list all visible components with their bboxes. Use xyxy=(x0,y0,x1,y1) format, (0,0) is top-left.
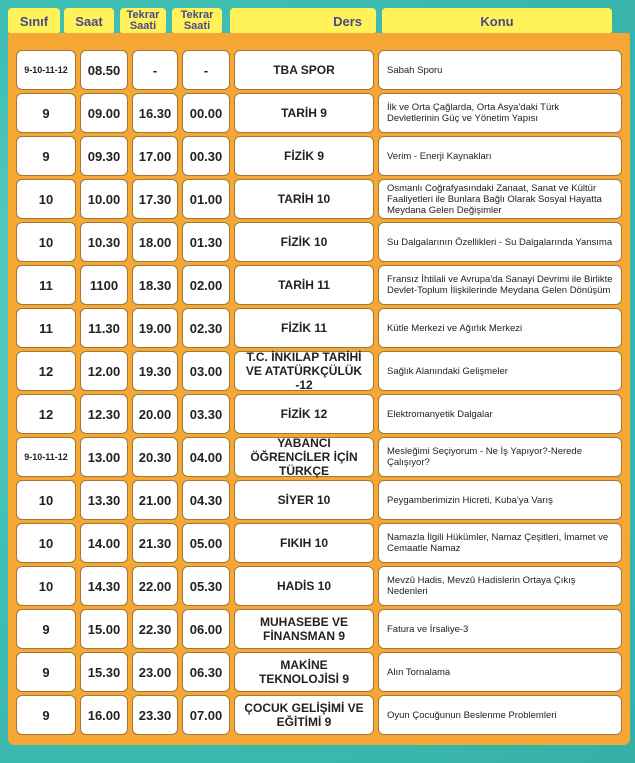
class-cell: 10 xyxy=(16,222,76,262)
course-cell: MUHASEBE VE FİNANSMAN 9 xyxy=(234,609,374,649)
repeat-time-cell: 18.30 xyxy=(132,265,178,305)
night-repeat-time-cell: 04.30 xyxy=(182,480,230,520)
class-cell: 12 xyxy=(16,351,76,391)
class-cell: 11 xyxy=(16,308,76,348)
course-cell: HADİS 10 xyxy=(234,566,374,606)
class-cell: 10 xyxy=(16,179,76,219)
course-cell: TARİH 11 xyxy=(234,265,374,305)
table-row xyxy=(8,652,630,692)
class-cell: 11 xyxy=(16,265,76,305)
topic-cell: Su Dalgalarının Özellikleri - Su Dalgalarında Yansıma xyxy=(378,222,622,262)
night-repeat-time-cell: 04.00 xyxy=(182,437,230,477)
night-repeat-time-cell: 02.30 xyxy=(182,308,230,348)
time-cell: 15.00 xyxy=(80,609,128,649)
course-cell: FİZİK 12 xyxy=(234,394,374,434)
course-cell: FIKIH 10 xyxy=(234,523,374,563)
repeat-time-cell: 19.30 xyxy=(132,351,178,391)
table-header xyxy=(0,0,635,42)
night-repeat-time-cell: 05.30 xyxy=(182,566,230,606)
time-cell: 13.30 xyxy=(80,480,128,520)
table-row xyxy=(8,50,630,90)
night-repeat-time-cell: 07.00 xyxy=(182,695,230,735)
course-cell: SİYER 10 xyxy=(234,480,374,520)
table-row xyxy=(8,566,630,606)
header-ders: Ders xyxy=(230,8,376,34)
topic-cell: Osmanlı Coğrafyasındaki Zanaat, Sanat ve Kültür Faaliyetleri ile Bunlara Bağlı Olarak Sosyal Hayatta Meydana Gelen Değişimler xyxy=(378,179,622,219)
header-divider xyxy=(8,33,630,40)
class-cell: 9 xyxy=(16,609,76,649)
header-tekrar-saati-2: Tekrar Saati xyxy=(172,8,222,34)
time-cell: 14.30 xyxy=(80,566,128,606)
header-saat: Saat xyxy=(64,8,114,34)
table-row xyxy=(8,394,630,434)
course-cell: FİZİK 9 xyxy=(234,136,374,176)
repeat-time-cell: 21.00 xyxy=(132,480,178,520)
topic-cell: Elektromanyetik Dalgalar xyxy=(378,394,622,434)
course-cell: T.C. İNKILAP TARİHİ VE ATATÜRKÇÜLÜK -12 xyxy=(234,351,374,391)
time-cell: 08.50 xyxy=(80,50,128,90)
class-cell: 9-10-11-12 xyxy=(16,437,76,477)
class-cell: 10 xyxy=(16,523,76,563)
table-row xyxy=(8,93,630,133)
topic-cell: Oyun Çocuğunun Beslenme Problemleri xyxy=(378,695,622,735)
night-repeat-time-cell: 06.00 xyxy=(182,609,230,649)
night-repeat-time-cell: 00.30 xyxy=(182,136,230,176)
topic-cell: Mesleğimi Seçiyorum - Ne İş Yapıyor?-Nerede Çalışıyor? xyxy=(378,437,622,477)
topic-cell: Peygamberimizin Hicreti, Kuba'ya Varış xyxy=(378,480,622,520)
header-konu: Konu xyxy=(382,8,612,34)
course-cell: YABANCI ÖĞRENCİLER İÇİN TÜRKÇE xyxy=(234,437,374,477)
course-cell: TARİH 9 xyxy=(234,93,374,133)
table-row xyxy=(8,136,630,176)
night-repeat-time-cell: 03.00 xyxy=(182,351,230,391)
table-row xyxy=(8,308,630,348)
repeat-time-cell: - xyxy=(132,50,178,90)
topic-cell: Mevzû Hadis, Mevzû Hadislerin Ortaya Çıkış Nedenleri xyxy=(378,566,622,606)
topic-cell: Fatura ve İrsaliye-3 xyxy=(378,609,622,649)
repeat-time-cell: 20.00 xyxy=(132,394,178,434)
table-row xyxy=(8,222,630,262)
class-cell: 10 xyxy=(16,480,76,520)
table-row xyxy=(8,351,630,391)
time-cell: 13.00 xyxy=(80,437,128,477)
time-cell: 14.00 xyxy=(80,523,128,563)
repeat-time-cell: 23.00 xyxy=(132,652,178,692)
repeat-time-cell: 18.00 xyxy=(132,222,178,262)
night-repeat-time-cell: 03.30 xyxy=(182,394,230,434)
night-repeat-time-cell: 05.00 xyxy=(182,523,230,563)
topic-cell: Alın Tornalama xyxy=(378,652,622,692)
class-cell: 9 xyxy=(16,695,76,735)
time-cell: 10.00 xyxy=(80,179,128,219)
course-cell: TARİH 10 xyxy=(234,179,374,219)
table-row xyxy=(8,437,630,477)
time-cell: 15.30 xyxy=(80,652,128,692)
class-cell: 9 xyxy=(16,93,76,133)
table-row xyxy=(8,480,630,520)
time-cell: 16.00 xyxy=(80,695,128,735)
class-cell: 9-10-11-12 xyxy=(16,50,76,90)
time-cell: 12.30 xyxy=(80,394,128,434)
topic-cell: Kütle Merkezi ve Ağırlık Merkezi xyxy=(378,308,622,348)
course-cell: FİZİK 11 xyxy=(234,308,374,348)
course-cell: MAKİNE TEKNOLOJİSİ 9 xyxy=(234,652,374,692)
repeat-time-cell: 17.00 xyxy=(132,136,178,176)
table-row xyxy=(8,179,630,219)
table-row xyxy=(8,523,630,563)
time-cell: 09.30 xyxy=(80,136,128,176)
time-cell: 11.30 xyxy=(80,308,128,348)
night-repeat-time-cell: 00.00 xyxy=(182,93,230,133)
course-cell: TBA SPOR xyxy=(234,50,374,90)
repeat-time-cell: 20.30 xyxy=(132,437,178,477)
repeat-time-cell: 17.30 xyxy=(132,179,178,219)
table-row xyxy=(8,609,630,649)
course-cell: FİZİK 10 xyxy=(234,222,374,262)
course-cell: ÇOCUK GELİŞİMİ VE EĞİTİMİ 9 xyxy=(234,695,374,735)
time-cell: 12.00 xyxy=(80,351,128,391)
class-cell: 10 xyxy=(16,566,76,606)
class-cell: 9 xyxy=(16,652,76,692)
repeat-time-cell: 19.00 xyxy=(132,308,178,348)
topic-cell: Namazla İlgili Hükümler, Namaz Çeşitleri, İmamet ve Cemaatle Namaz xyxy=(378,523,622,563)
repeat-time-cell: 22.30 xyxy=(132,609,178,649)
table-row xyxy=(8,695,630,735)
topic-cell: Verim - Enerji Kaynakları xyxy=(378,136,622,176)
night-repeat-time-cell: - xyxy=(182,50,230,90)
night-repeat-time-cell: 02.00 xyxy=(182,265,230,305)
time-cell: 10.30 xyxy=(80,222,128,262)
night-repeat-time-cell: 01.30 xyxy=(182,222,230,262)
header-tekrar-saati: Tekrar Saati xyxy=(120,8,166,34)
time-cell: 09.00 xyxy=(80,93,128,133)
class-cell: 12 xyxy=(16,394,76,434)
repeat-time-cell: 23.30 xyxy=(132,695,178,735)
topic-cell: Fransız İhtilali ve Avrupa'da Sanayi Devrimi ile Birlikte Devlet-Toplum İlişkilerinde Meydana Gelen Dönüşüm xyxy=(378,265,622,305)
repeat-time-cell: 21.30 xyxy=(132,523,178,563)
topic-cell: Sağlık Alanındaki Gelişmeler xyxy=(378,351,622,391)
night-repeat-time-cell: 01.00 xyxy=(182,179,230,219)
schedule-board xyxy=(8,40,630,745)
topic-cell: İlk ve Orta Çağlarda, Orta Asya'daki Türk Devletlerinin Güç ve Yönetim Yapısı xyxy=(378,93,622,133)
repeat-time-cell: 16.30 xyxy=(132,93,178,133)
repeat-time-cell: 22.00 xyxy=(132,566,178,606)
header-sinif: Sınıf xyxy=(8,8,60,34)
class-cell: 9 xyxy=(16,136,76,176)
topic-cell: Sabah Sporu xyxy=(378,50,622,90)
night-repeat-time-cell: 06.30 xyxy=(182,652,230,692)
time-cell: 1100 xyxy=(80,265,128,305)
table-row xyxy=(8,265,630,305)
